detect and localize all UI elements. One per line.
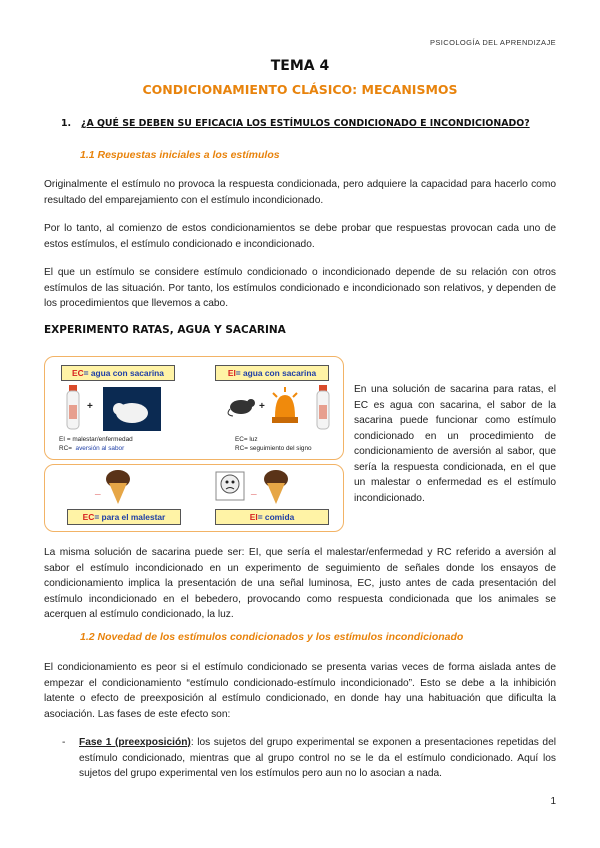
section-1-title: ¿A QUÉ SE DEBEN SU EFICACIA LOS ESTÍMULOS CONDICIONADO E INCONDICIONADO? xyxy=(81,118,530,129)
subsection-1-1-title: 1.1 Respuestas iniciales a los estímulos xyxy=(80,149,280,161)
label-ei-sacarina: EI= agua con sacarina xyxy=(215,365,329,381)
paragraph-3: El que un estímulo se considere estímulo condicionado o incondicionado depende de su relación con otros estímulos de las situación. Por tanto, los estímulos condicionado e incondicionado son relativos, y dependen de los procedimientos que llevemos a cabo. xyxy=(44,267,556,309)
minus-sign-right: _ xyxy=(251,485,257,496)
sick-rat-icon xyxy=(103,387,161,431)
left-ei-text: EI = malestar/enfermedad xyxy=(59,436,133,443)
list-item xyxy=(62,735,556,782)
section-1-number: 1. xyxy=(61,118,72,129)
water-bottle-icon xyxy=(315,385,331,431)
sad-face-icon xyxy=(215,471,245,501)
plus-sign-left: + xyxy=(87,401,93,412)
experiment-figure xyxy=(44,356,346,536)
subsection-1-2-title: 1.2 Novedad de los estímulos condicionados y los estímulos incondicionado xyxy=(80,631,464,643)
bullet-text: : los sujetos del grupo experimental se exponen a presentaciones repetidas del estímulo condicionado, mientras que al grupo control no se le da el estímulo condicionado. Aquí los sujetos del grupo experimental ven los estímulos pero aun no lo asocian a nada. xyxy=(79,737,556,779)
right-rc-text: RC= seguimiento del signo xyxy=(235,445,312,452)
plus-sign-right: + xyxy=(259,401,265,412)
rat-icon xyxy=(227,393,257,417)
bullet-marker: - xyxy=(62,737,66,748)
paragraph-2: Por lo tanto, al comienzo de estos condicionamientos se debe probar que respuestas provocan cada uno de estos estímulos, el estímulo condicionado e incondicionado. xyxy=(44,223,556,250)
label-ei-comida: EI= comida xyxy=(215,509,329,525)
food-cone-icon xyxy=(105,469,131,505)
bullet-phase: Fase 1 (preexposición) xyxy=(79,737,191,748)
paragraph-experiment: La misma solución de sacarina puede ser: EI, que sería el malestar/enfermedad y RC referido a aversión al sabor el estímulo incondicionado en un experimento de seguimiento de señales donde los ensayos de condicionamiento implica la presentación de una señal luminosa, EC, justo antes de cada presentación del estímulo incondicionado en el bebedero, provocando como respuesta condicionada que los animales se acerquen al estímulo condicionado, la luz. xyxy=(44,547,556,620)
figure-top-panel xyxy=(44,356,344,460)
water-bottle-icon xyxy=(65,385,81,431)
minus-sign-left: _ xyxy=(95,485,101,496)
figure-bottom-panel xyxy=(44,464,344,532)
topic-title: TEMA 4 xyxy=(270,58,330,74)
course-header: PSICOLOGÍA DEL APRENDIZAJE xyxy=(430,38,556,47)
experiment-heading: EXPERIMENTO RATAS, AGUA Y SACARINA xyxy=(44,324,286,336)
food-cone-icon xyxy=(263,469,289,505)
label-ec-malestar: EC= para el malestar xyxy=(67,509,181,525)
topic-subtitle: CONDICIONAMIENTO CLÁSICO: MECANISMOS xyxy=(142,82,458,97)
paragraph-novedad: El condicionamiento es peor si el estímulo condicionado se presenta varias veces de forma aislada antes de empezar el condicionamiento “estímulo condicionado-estímulo incondicionado”. Esto se debe a la inhibición latente o efecto de preexposición al estímulo condicionado, en donde hay una habituación que dificulta la asociación. Las fases de este efecto son: xyxy=(44,662,556,720)
warning-light-icon xyxy=(269,387,301,427)
section-1-heading xyxy=(61,118,530,129)
left-rc-text: RC= aversión al sabor xyxy=(59,445,125,452)
paragraph-1: Originalmente el estímulo no provoca la respuesta condicionada, pero adquiere la capacidad para hacerlo como resultado del emparejamiento con el estímulo incondicionado. xyxy=(44,179,556,206)
bullet-body xyxy=(79,735,556,782)
label-ec-sacarina: EC= agua con sacarina xyxy=(61,365,175,381)
page-number: 1 xyxy=(550,796,556,807)
right-ec-text: EC= luz xyxy=(235,436,258,443)
figure-caption: En una solución de sacarina para ratas, el EC es agua con sacarina, el sabor de la sacarina puede funcionar como estímulo condicionado en un procedimiento de condicionamiento de aversión al sabor, que sería la respuesta condicionada, en el que un malestar o enfermedad es el estímulo incondicionado. xyxy=(354,384,556,504)
